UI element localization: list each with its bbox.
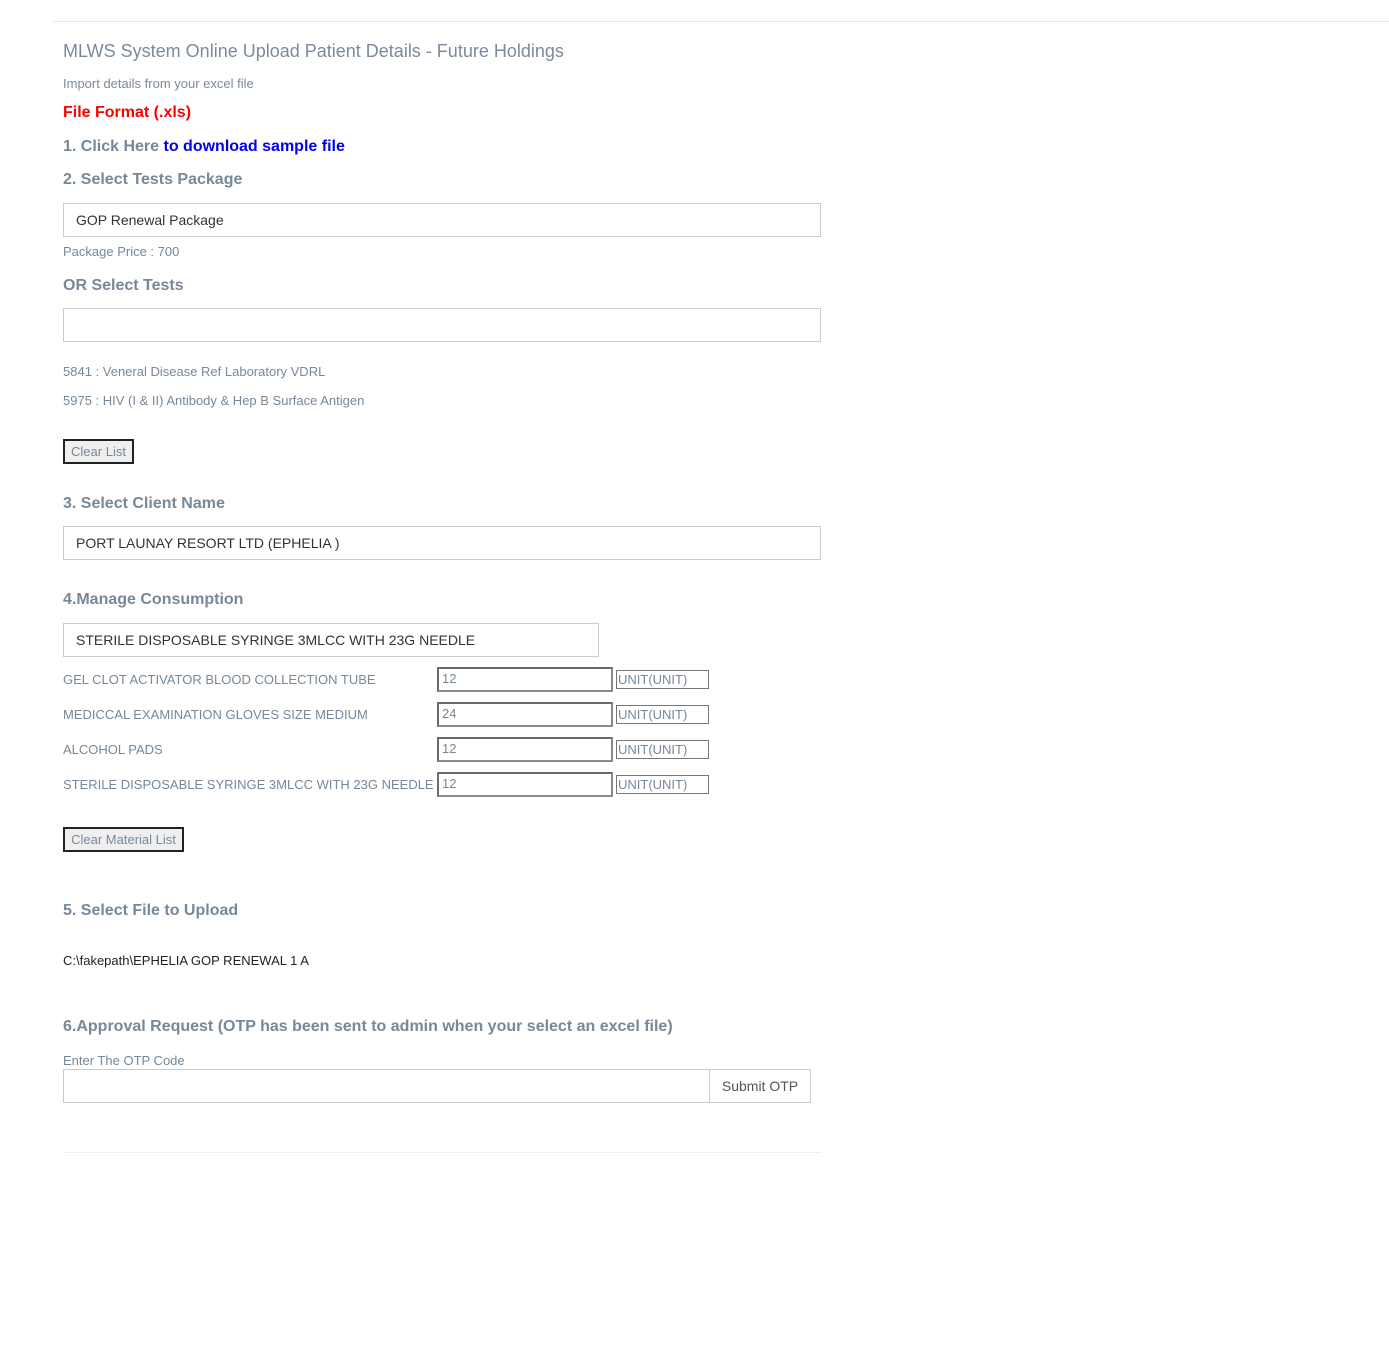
- page-subtitle: Import details from your excel file: [63, 76, 254, 91]
- material-unit: UNIT(UNIT): [616, 775, 709, 794]
- material-name: ALCOHOL PADS: [63, 742, 163, 757]
- otp-code-input[interactable]: [63, 1069, 710, 1103]
- material-name: GEL CLOT ACTIVATOR BLOOD COLLECTION TUBE: [63, 672, 376, 687]
- step1-download: [63, 138, 345, 156]
- top-divider: [53, 21, 1389, 22]
- selected-test-item: 5975 : HIV (I & II) Antibody & Hep B Surface Antigen: [63, 393, 365, 408]
- download-sample-link[interactable]: to download sample file: [163, 138, 345, 155]
- submit-otp-button[interactable]: Submit OTP: [709, 1069, 811, 1103]
- step1-prefix: 1. Click Here: [63, 138, 164, 155]
- selected-test-item: 5841 : Veneral Disease Ref Laboratory VDRL: [63, 364, 326, 379]
- material-unit: UNIT(UNIT): [616, 705, 709, 724]
- file-upload-input[interactable]: C:\fakepath\EPHELIA GOP RENEWAL 1 A: [63, 953, 309, 968]
- material-name: MEDICCAL EXAMINATION GLOVES SIZE MEDIUM: [63, 707, 368, 722]
- material-unit: UNIT(UNIT): [616, 740, 709, 759]
- step5-heading: 5. Select File to Upload: [63, 902, 239, 919]
- bottom-divider: [63, 1152, 821, 1153]
- page-title: MLWS System Online Upload Patient Details - Future Holdings: [63, 41, 564, 61]
- file-format-notice: File Format (.xls): [63, 104, 192, 121]
- or-select-tests-heading: OR Select Tests: [63, 277, 184, 294]
- material-qty-input[interactable]: 12: [437, 737, 613, 762]
- otp-label: Enter The OTP Code: [63, 1053, 185, 1068]
- material-unit: UNIT(UNIT): [616, 670, 709, 689]
- step4-heading: 4.Manage Consumption: [63, 591, 244, 608]
- material-qty-input[interactable]: 12: [437, 772, 613, 797]
- tests-select[interactable]: [63, 308, 821, 342]
- step6-heading: 6.Approval Request (OTP has been sent to admin when your select an excel file): [63, 1018, 673, 1035]
- step3-heading: 3. Select Client Name: [63, 495, 225, 512]
- material-qty-input[interactable]: 24: [437, 702, 613, 727]
- material-qty-input[interactable]: 12: [437, 667, 613, 692]
- client-name-select[interactable]: PORT LAUNAY RESORT LTD (EPHELIA ): [63, 526, 821, 560]
- clear-material-list-button[interactable]: Clear Material List: [63, 827, 184, 852]
- step2-heading: 2. Select Tests Package: [63, 171, 243, 188]
- package-price: Package Price : 700: [63, 244, 180, 259]
- material-select[interactable]: STERILE DISPOSABLE SYRINGE 3MLCC WITH 23G NEEDLE: [63, 623, 599, 657]
- material-name: STERILE DISPOSABLE SYRINGE 3MLCC WITH 23G NEEDLE: [63, 777, 434, 792]
- tests-package-select[interactable]: GOP Renewal Package: [63, 203, 821, 237]
- clear-list-button[interactable]: Clear List: [63, 439, 134, 464]
